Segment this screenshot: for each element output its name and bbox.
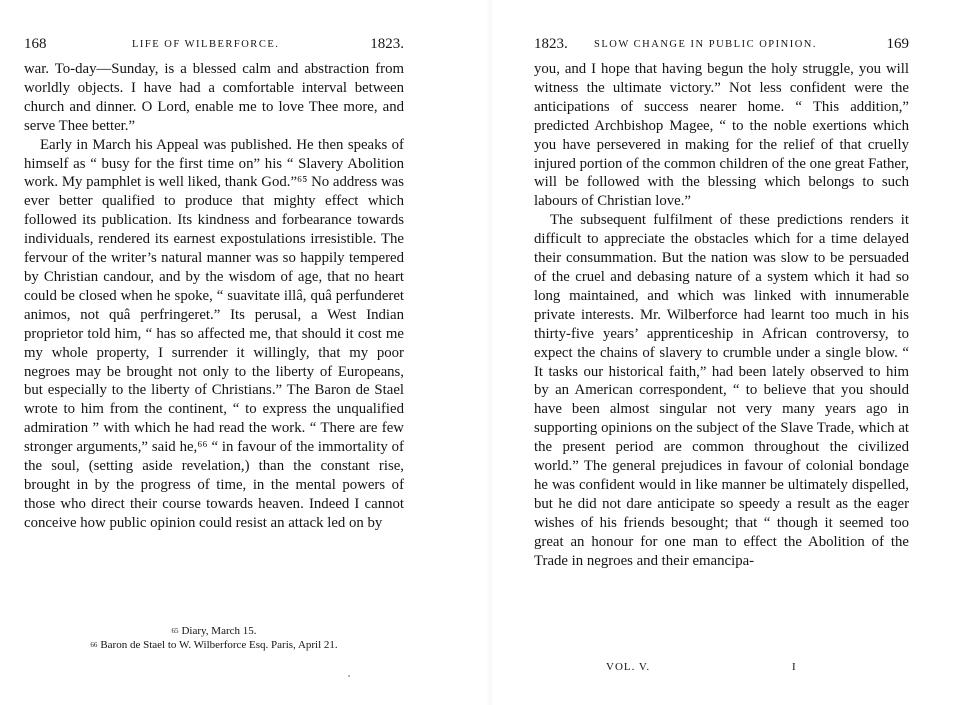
right-page-number: 169 [886,36,909,52]
right-paragraph-2: The subsequent fulfilment of these predictions renders it difficult to appreciate the obstacles which for a time delayed their consummation. But the nation was slow to be persuaded of the cruel and debasing nature of a system which it had so long maintained, and which was linked with innumerable private interests. Mr. Wilberforce had learnt too much in his thirty-five years’ apprenticeship in African controversy, to expect the chains of slavery to crumble under a single blow. “ It tasks our historical faith,” had been lately observed to him by an American correspondent, “ to believe that you should have been almost singular not very many years ago in supporting opinions on the subject of the Slave Trade, which at the present period are common throughout the civilized world.” The general prejudices in favour of colonial bondage he was confident would in like manner be ultimately dispelled, but he did not dare anticipate so speedy a result as the eager wishes of his friends besought; that “ though it seemed too great an honour for one man to effect the Abolition of the Trade in negroes and their emancipa- [534,212,909,569]
left-page-number: 168 [24,36,47,52]
printer-signature [534,658,909,676]
left-running-year: 1823. [370,36,404,52]
left-paragraph-1: war. To-day—Sunday, is a blessed calm and abstraction from worldly objects. I have had a comfortable interval between church and dinner. O Lord, enable me to love Thee more, and serve Thee better.” [24,61,404,134]
right-running-year: 1823. [534,36,568,52]
volume-mark: VOL. V. [606,661,651,673]
print-speck [348,675,350,677]
footnote-66 [24,638,404,652]
right-running-head [534,34,909,54]
sheet-signature-mark: I [792,661,796,673]
left-footnotes [24,624,404,652]
left-paragraph-2: Early in March his Appeal was published. He then speaks of himself as “ busy for the first time on” his “ Slavery Abolition work. My pamphlet is well liked, thank God.”⁶⁵ No address was ever better qualified to produce that mighty effect which followed its publication. Its kindness and forbearance towards individuals, rendered its earnest expostulations irresistible. The fervour of the writer’s natural manner was so happily tempered by Christian candour, and by the wisdom of age, that no heart could be closed when he spoke, “ suavitate illâ, quâ perfunderet animos, not quâ perfringeret.” Its perusal, a West Indian proprietor told him, “ has so affected me, that should it cost me my whole property, I surrender it willingly, that my poor negroes may be brought not only to the liberty of Europeans, but especially to the liberty of Christians.” The Baron de Stael wrote to him from the continent, “ to express the unqualified admiration ” with which he had read the work. “ There are few stronger arguments,” said he,⁶⁶ “ in favour of the immortality of the soul, (setting aside revelation,) than the constant rise, brought in by the progress of time, in the mental powers of those who direct their course towards heaven. Indeed I cannot conceive how public opinion could resist an attack led on by [24,136,404,531]
footnote-66-text: Baron de Stael to W. Wilberforce Esq. Paris, April 21. [100,639,338,651]
right-running-title: SLOW CHANGE IN PUBLIC OPINION. [594,39,818,50]
footnote-65-text: Diary, March 15. [181,625,257,637]
right-paragraph-1: you, and I hope that having begun the holy struggle, you will witness the ultimate victory.” Not less confident were the anticipations of success nearer home. “ This addition,” predicted Archbishop Magee, “ to the noble exertions which you have persevered in making for the relief of that cruelly injured portion of the common children of the one great Father, will be followed with the blessing which belongs to such labours of Christian love.” [534,61,909,210]
right-page [490,0,980,705]
left-body-text [24,60,404,533]
right-body-text [534,60,909,570]
footnote-66-mark: 66 [90,641,98,649]
footnote-65-mark: 65 [171,627,179,635]
left-running-head [24,34,404,54]
footnote-65 [24,624,404,638]
left-running-title: LIFE OF WILBERFORCE. [132,39,280,50]
